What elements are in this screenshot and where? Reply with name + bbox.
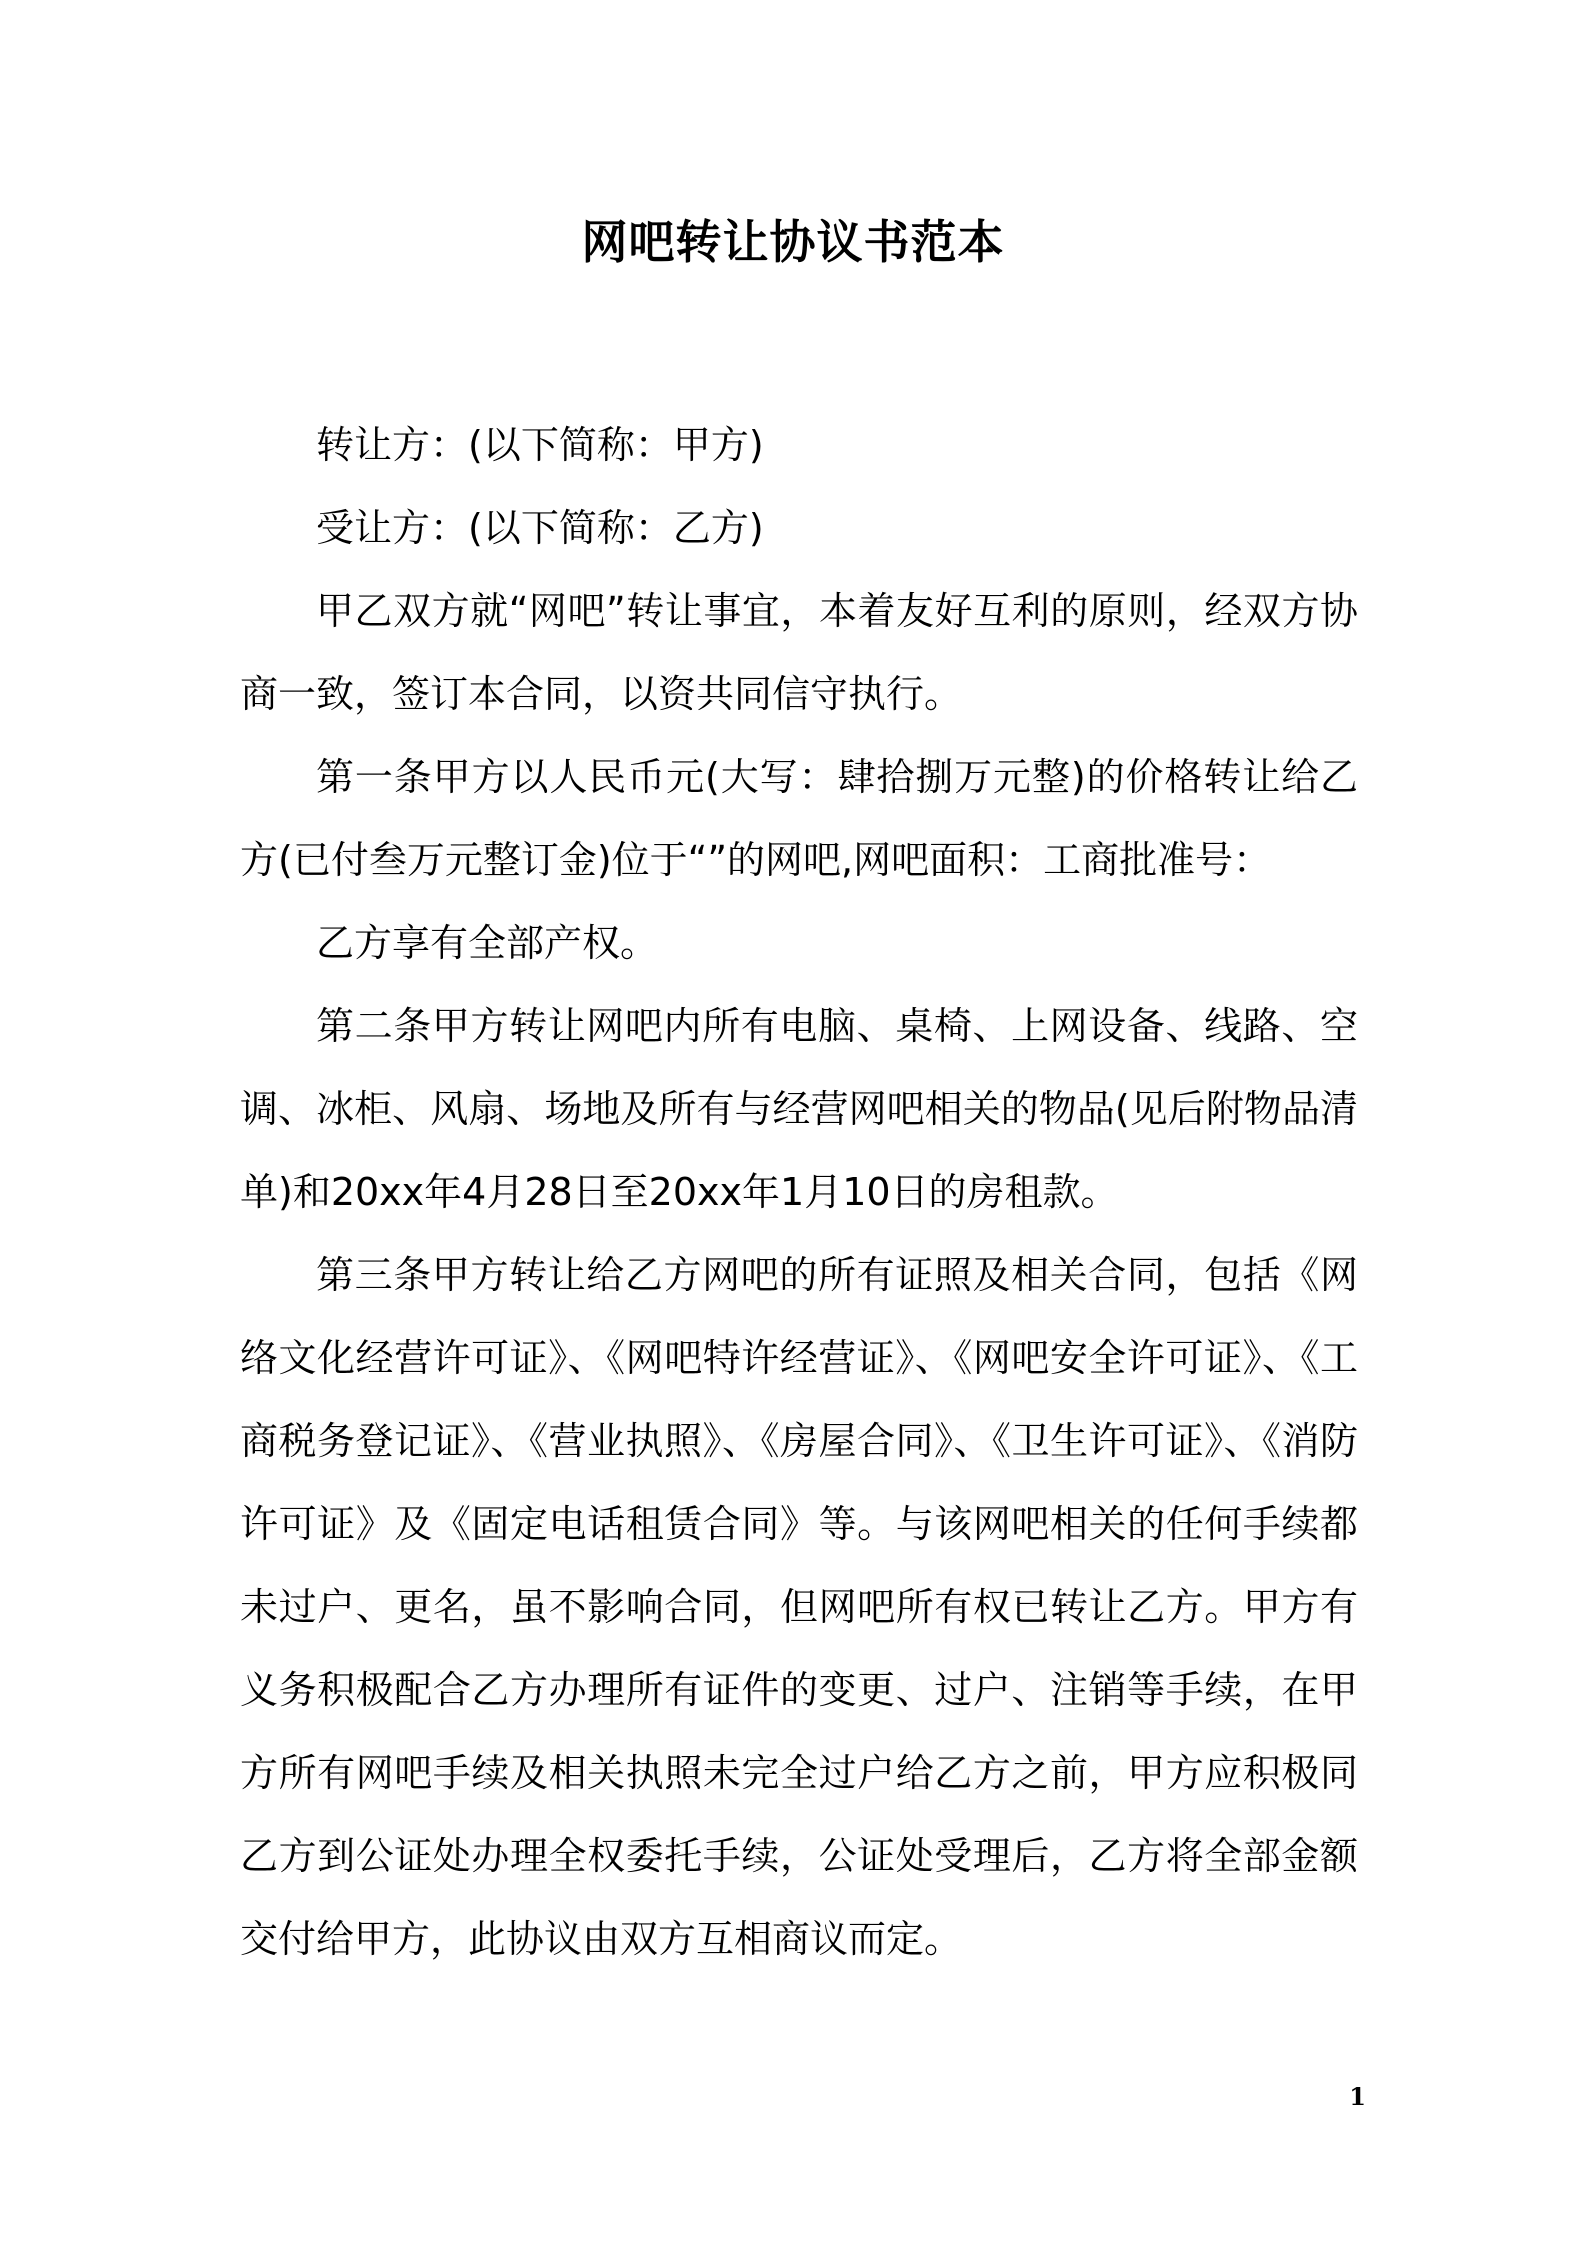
- paragraph-article-2: 第二条甲方转让网吧内所有电脑、桌椅、上网设备、线路、空调、冰柜、风扇、场地及所有与经营网吧相关的物品(见后附物品清单)和20xx年4月28日至20xx年1月10日的房租款。: [240, 1004, 1358, 1214]
- document-body: [240, 404, 1358, 1981]
- page-number: 1: [1349, 2082, 1366, 2111]
- paragraph-article-1: 第一条甲方以人民币元(大写：肆拾捌万元整)的价格转让给乙方(已付叁万元整订金)位于“”的网吧,网吧面积：工商批准号：: [240, 755, 1358, 882]
- paragraph-article-3: 第三条甲方转让给乙方网吧的所有证照及相关合同，包括《网络文化经营许可证》、《网吧特许经营证》、《网吧安全许可证》、《工商税务登记证》、《营业执照》、《房屋合同》、《卫生许可证》、《消防许可证》及《固定电话租赁合同》等。与该网吧相关的任何手续都未过户、更名，虽不影响合同，但网吧所有权已转让乙方。甲方有义务积极配合乙方办理所有证件的变更、过户、注销等手续，在甲方所有网吧手续及相关执照未完全过户给乙方之前，甲方应积极同乙方到公证处办理全权委托手续，公证处受理后，乙方将全部金额交付给甲方，此协议由双方互相商议而定。: [240, 1253, 1358, 1961]
- paragraph-transferee: 受让方：(以下简称：乙方): [316, 506, 764, 550]
- paragraph-property-rights: 乙方享有全部产权。: [316, 921, 659, 965]
- paragraph-transferor: 转让方：(以下简称：甲方): [316, 423, 764, 467]
- paragraph-preamble: 甲乙双方就“网吧”转让事宜，本着友好互利的原则，经双方协商一致，签订本合同，以资共同信守执行。: [240, 589, 1358, 716]
- document-title: 网吧转让协议书范本: [581, 215, 1005, 269]
